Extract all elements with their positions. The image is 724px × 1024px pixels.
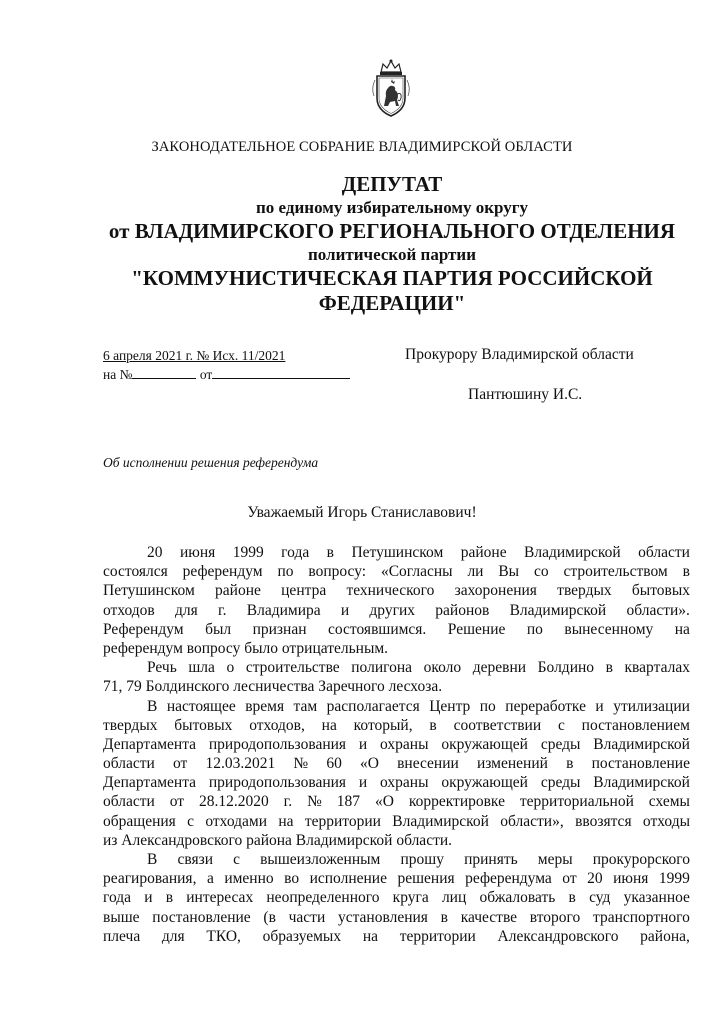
body-word: отходов: [103, 601, 155, 619]
body-word: был: [205, 620, 232, 638]
body-word: №: [307, 793, 322, 811]
body-line: [103, 697, 690, 716]
body-word: районе: [215, 582, 261, 600]
body-word: Владимирской: [509, 601, 607, 619]
body-line: [103, 773, 690, 792]
body-word: который,: [353, 716, 413, 734]
body-word: твердых: [557, 582, 612, 600]
body-word: 1999: [658, 870, 690, 888]
body-word: с: [557, 716, 565, 734]
body-word: Речь: [147, 659, 177, 677]
body-word: «О: [374, 793, 394, 811]
body-word: второго: [529, 908, 581, 926]
body-word: от: [562, 870, 577, 888]
body-word: г.: [218, 601, 227, 619]
body-word: исполнение: [309, 870, 387, 888]
body-line: 71, 79 Болдинского лесничества Заречного лесхоза.: [103, 678, 443, 696]
body-word: вынесенному: [564, 620, 654, 638]
body-word: В: [147, 697, 158, 715]
addressee-title: Прокурору Владимирской области: [405, 346, 634, 363]
body-word: схемы: [648, 793, 690, 811]
body-word: для: [175, 601, 198, 619]
body-word: бытовых: [174, 716, 233, 734]
body-line: [103, 908, 690, 927]
body-word: части: [288, 908, 326, 926]
body-word: обращения: [103, 812, 176, 830]
header-line-branch: от ВЛАДИМИРСКОГО РЕГИОНАЛЬНОГО ОТДЕЛЕНИЯ: [108, 219, 676, 243]
body-word: года: [103, 889, 132, 907]
body-line: [103, 792, 690, 811]
body-word: по: [479, 697, 496, 715]
body-word: других: [369, 601, 416, 619]
body-word: июня: [179, 544, 216, 561]
body-line: [103, 850, 690, 869]
body-word: изменений: [476, 755, 548, 773]
body-word: решения: [397, 870, 455, 888]
body-word: года: [281, 544, 310, 561]
body-word: Петушинском: [103, 582, 195, 600]
body-word: области: [103, 793, 155, 811]
body-word: 12.03.2021: [205, 755, 276, 773]
body-word: вышеизложенным: [260, 851, 381, 868]
ref-date-blank: [212, 367, 350, 379]
body-word: с: [233, 851, 240, 868]
body-word: в: [429, 716, 437, 734]
body-line: референдум вопросу было отрицательным.: [103, 639, 389, 657]
body-word: Вы: [498, 563, 520, 581]
body-word: области».: [626, 601, 690, 619]
body-word: меры: [537, 851, 573, 868]
body-word: 60: [326, 755, 342, 773]
body-line: [103, 658, 690, 677]
body-word: отходы: [642, 812, 690, 830]
body-line: из Александровского района Владимирской области.: [103, 831, 453, 849]
body-line: [103, 927, 690, 946]
body-word: во: [284, 870, 300, 888]
body-word: около: [423, 659, 462, 677]
body-word: кварталах: [624, 659, 690, 677]
body-word: и: [144, 889, 153, 907]
body-word: «О: [359, 755, 379, 773]
body-line: [103, 543, 690, 562]
incoming-ref-line: [103, 365, 350, 384]
body-word: корректировке: [408, 793, 505, 811]
body-word: центра: [281, 582, 327, 600]
addressee-name: Пантюшину И.С.: [468, 386, 583, 403]
body-word: 187: [336, 793, 361, 811]
body-line: [103, 581, 690, 600]
body-word: именно: [224, 870, 274, 888]
body-word: твердых: [103, 716, 158, 734]
body-word: и: [358, 735, 368, 753]
body-word: по: [277, 563, 294, 581]
body-word: и: [595, 697, 604, 715]
body-word: постановление: [591, 755, 690, 773]
body-line: [103, 888, 690, 907]
body-word: выше: [103, 908, 140, 926]
body-word: на: [362, 927, 378, 945]
body-word: г.: [283, 793, 293, 811]
body-word: а: [206, 870, 214, 888]
body-word: области: [103, 755, 155, 773]
header-line-district: по единому избирательному округу: [256, 198, 528, 217]
body-word: соответствии: [453, 716, 542, 734]
body-word: июня: [613, 870, 649, 888]
body-word: ТКО,: [206, 927, 241, 945]
body-word: с: [187, 812, 195, 830]
body-word: территории: [399, 927, 476, 945]
body-word: отходами: [205, 812, 268, 830]
body-word: на: [674, 620, 690, 638]
body-word: от: [172, 755, 188, 773]
body-word: и: [340, 601, 350, 619]
body-word: Александровского: [497, 927, 619, 945]
body-word: состоявшимся.: [328, 620, 427, 638]
body-word: в: [568, 889, 576, 907]
body-line: [103, 754, 690, 773]
deputy-title: ДЕПУТАТ: [341, 172, 443, 196]
body-word: Петушинском: [351, 544, 444, 561]
body-word: Владимирской: [593, 735, 690, 753]
body-line: [103, 601, 690, 620]
body-word: образуемых: [262, 927, 342, 945]
header-line-party-name-cont: ФЕДЕРАЦИИ": [318, 291, 466, 315]
body-line: [103, 620, 690, 639]
body-word: для: [161, 927, 185, 945]
deputy-header: [60, 172, 724, 316]
ref-prefix: на №: [103, 367, 133, 382]
body-word: среды: [540, 735, 581, 753]
body-word: районов: [435, 601, 490, 619]
body-word: Владимира: [246, 601, 321, 619]
body-word: вопросу:: [308, 563, 367, 581]
body-word: установления: [337, 908, 428, 926]
body-word: 20: [147, 544, 163, 561]
outgoing-date-number: 6 апреля 2021 г. № Исх. 11/2021: [103, 348, 286, 363]
body-line: [103, 562, 690, 581]
body-word: шла: [188, 659, 215, 677]
institution-name: ЗАКОНОДАТЕЛЬНОЕ СОБРАНИЕ ВЛАДИМИРСКОЙ ОБЛАСТИ: [151, 139, 573, 155]
body-word: среды: [540, 774, 581, 792]
body-word: от: [169, 793, 185, 811]
body-word: охраны: [380, 774, 429, 792]
body-word: суд: [589, 889, 611, 907]
body-word: области: [638, 544, 690, 561]
body-word: территории: [304, 812, 381, 830]
body-word: в: [566, 755, 574, 773]
body-word: переработке: [505, 697, 586, 715]
body-word: постановлением: [581, 716, 690, 734]
body-word: Департамента: [103, 774, 197, 792]
body-word: на: [278, 812, 294, 830]
body-word: интересах: [186, 889, 254, 907]
body-word: области»,: [500, 812, 564, 830]
body-word: внесении: [397, 755, 459, 773]
header-line-party-name: "КОММУНИСТИЧЕСКАЯ ПАРТИЯ РОССИЙСКОЙ: [131, 266, 653, 290]
body-word: Болдино: [537, 659, 595, 677]
body-word: 28.12.2020: [199, 793, 269, 811]
body-word: охраны: [380, 735, 429, 753]
body-word: отходов,: [249, 716, 305, 734]
body-word: в: [440, 908, 448, 926]
header-line-party-label: политической партии: [307, 245, 477, 264]
outgoing-reference: [103, 346, 350, 384]
body-word: неопределенного: [266, 889, 380, 907]
greeting: Уважаемый Игорь Станиславович!: [247, 504, 477, 521]
body-word: окружающей: [441, 735, 528, 753]
body-word: плеча: [103, 927, 141, 945]
body-word: круга: [392, 889, 429, 907]
body-word: территориальной: [519, 793, 634, 811]
body-word: постановление: [152, 908, 251, 926]
body-word: бытовых: [631, 582, 690, 600]
body-word: на: [321, 716, 337, 734]
body-word: ли: [467, 563, 484, 581]
body-word: утилизации: [613, 697, 690, 715]
body-word: располагается: [326, 697, 420, 715]
body-word: «Согласны: [380, 563, 453, 581]
ref-from-label: от: [199, 367, 213, 382]
body-word: полигона: [351, 659, 413, 677]
coat-of-arms-icon: [369, 58, 413, 120]
ref-number-blank: [132, 367, 196, 379]
body-word: в: [682, 563, 690, 581]
letter-subject: Об исполнении решения референдума: [103, 455, 319, 470]
body-word: в: [165, 889, 174, 907]
body-word: Владимирской: [392, 812, 489, 830]
body-word: ввозятся: [575, 812, 632, 830]
body-word: Центр: [429, 697, 471, 715]
body-word: по: [526, 620, 543, 638]
body-word: 1999: [232, 544, 264, 561]
body-word: №: [293, 755, 309, 773]
body-line: [103, 812, 690, 831]
body-word: района,: [640, 927, 690, 945]
body-word: референдум: [182, 563, 263, 581]
body-word: и: [358, 774, 368, 792]
body-word: указанное: [623, 889, 690, 907]
body-word: Владимирской: [524, 544, 621, 561]
body-word: качестве: [460, 908, 518, 926]
body-word: прокурорского: [592, 851, 690, 868]
body-word: обжаловать: [479, 889, 556, 907]
body-word: реагирования,: [103, 870, 197, 888]
body-word: деревни: [472, 659, 527, 677]
body-word: 20: [587, 870, 603, 888]
body-word: транспортного: [593, 908, 690, 926]
body-word: в: [605, 659, 613, 677]
body-word: референдума: [465, 870, 552, 888]
body-word: время: [245, 697, 285, 715]
body-line: [103, 716, 690, 735]
body-word: районе: [460, 544, 507, 561]
body-word: прошу: [400, 851, 444, 868]
body-word: принять: [464, 851, 518, 868]
body-word: строительством: [563, 563, 668, 581]
body-word: признан: [252, 620, 307, 638]
body-word: настоящее: [166, 697, 236, 715]
body-word: там: [293, 697, 318, 715]
body-word: со: [533, 563, 549, 581]
body-word: В: [147, 851, 158, 868]
body-word: Референдум: [103, 620, 184, 638]
body-word: (в: [263, 908, 276, 926]
body-word: строительстве: [245, 659, 340, 677]
body-word: Департамента: [103, 735, 197, 753]
body-word: окружающей: [441, 774, 528, 792]
letter-body: [103, 543, 690, 946]
body-word: Решение: [447, 620, 506, 638]
body-word: о: [226, 659, 235, 677]
body-word: лиц: [441, 889, 467, 907]
body-word: технического: [346, 582, 435, 600]
body-line: [103, 869, 690, 888]
body-word: связи: [177, 851, 213, 868]
body-word: захоронения: [454, 582, 537, 600]
body-word: в: [326, 544, 334, 561]
body-word: природопользования: [208, 774, 347, 792]
body-word: Владимирской: [593, 774, 690, 792]
body-word: состоялся: [103, 563, 168, 581]
body-line: [103, 735, 690, 754]
body-word: природопользования: [208, 735, 347, 753]
